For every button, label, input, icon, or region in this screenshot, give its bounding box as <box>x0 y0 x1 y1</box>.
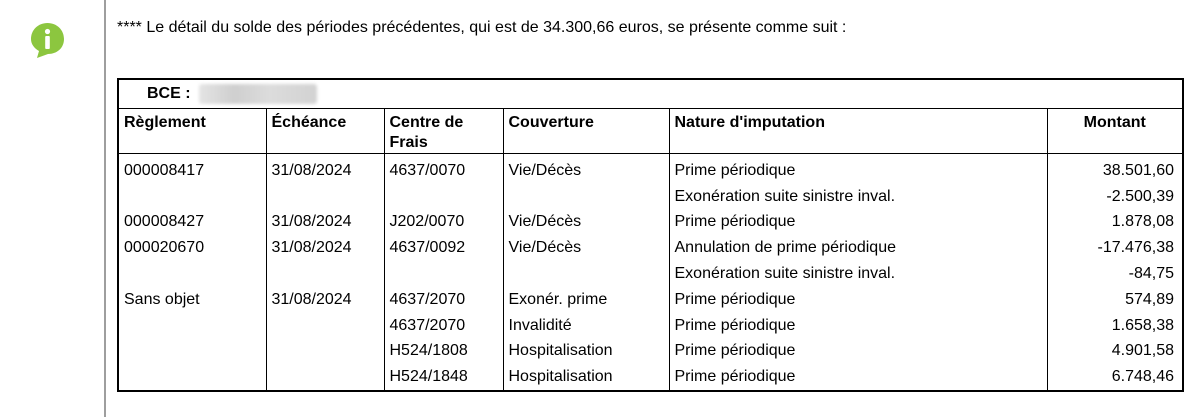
couverture-cell: Invalidité <box>503 313 669 339</box>
detail-table <box>119 109 1182 390</box>
reglement-cell <box>119 313 266 339</box>
echeance-cell: 31/08/2024 <box>266 287 384 313</box>
table-row <box>119 184 1182 210</box>
balance-detail-table <box>117 78 1184 392</box>
echeance-cell <box>266 313 384 339</box>
bce-row <box>119 80 1182 109</box>
reglement-cell <box>119 364 266 390</box>
montant-cell: 6.748,46 <box>1111 368 1174 386</box>
centre-de-frais-cell: J202/0070 <box>384 210 503 236</box>
info-icon <box>29 21 66 59</box>
header-centre-de-frais: Centre de Frais <box>384 109 503 154</box>
reglement-cell <box>119 184 266 210</box>
couverture-cell <box>503 261 669 287</box>
montant-cell: -2.500,39 <box>1106 187 1174 205</box>
couverture-cell: Exonér. prime <box>503 287 669 313</box>
reglement-cell: 000020670 <box>119 235 266 261</box>
left-margin-rule <box>104 0 106 417</box>
centre-de-frais-cell: 4637/2070 <box>384 287 503 313</box>
couverture-cell: Hospitalisation <box>503 364 669 390</box>
montant-cell: -17.476,38 <box>1097 239 1174 257</box>
header-reglement: Règlement <box>119 109 266 154</box>
montant-cell: 574,89 <box>1125 290 1174 308</box>
table-header-row <box>119 109 1182 154</box>
centre-de-frais-cell: H524/1848 <box>384 364 503 390</box>
echeance-cell: 31/08/2024 <box>266 154 384 184</box>
nature-imputation-cell: Prime périodique <box>669 313 1047 339</box>
couverture-cell: Vie/Décès <box>503 210 669 236</box>
table-row <box>119 210 1182 236</box>
nature-imputation-cell: Prime périodique <box>669 364 1047 390</box>
couverture-cell <box>503 184 669 210</box>
header-montant: Montant <box>1047 109 1182 154</box>
centre-de-frais-cell: H524/1808 <box>384 339 503 365</box>
nature-imputation-cell: Prime périodique <box>669 210 1047 236</box>
reglement-cell: Sans objet <box>119 287 266 313</box>
bce-redacted-value <box>199 84 317 104</box>
nature-imputation-cell: Annulation de prime périodique <box>669 235 1047 261</box>
header-nature-imputation: Nature d'imputation <box>669 109 1047 154</box>
montant-cell: 1.658,38 <box>1111 316 1174 334</box>
table-row <box>119 364 1182 390</box>
nature-imputation-cell: Prime périodique <box>669 287 1047 313</box>
centre-de-frais-cell: 4637/0092 <box>384 235 503 261</box>
intro-text: **** Le détail du solde des périodes précédentes, qui est de 34.300,66 euros, se présente comme suit : <box>117 19 847 36</box>
centre-de-frais-cell: 4637/2070 <box>384 313 503 339</box>
header-couverture: Couverture <box>503 109 669 154</box>
header-echeance: Échéance <box>266 109 384 154</box>
couverture-cell: Vie/Décès <box>503 154 669 184</box>
table-row <box>119 313 1182 339</box>
montant-cell: 38.501,60 <box>1102 161 1174 179</box>
reglement-cell: 000008427 <box>119 210 266 236</box>
table-row <box>119 154 1182 184</box>
reglement-cell <box>119 339 266 365</box>
centre-de-frais-cell <box>384 261 503 287</box>
montant-cell: -84,75 <box>1128 265 1174 283</box>
montant-cell: 1.878,08 <box>1111 213 1174 231</box>
bce-label: BCE : <box>147 85 191 102</box>
echeance-cell: 31/08/2024 <box>266 210 384 236</box>
couverture-cell: Vie/Décès <box>503 235 669 261</box>
nature-imputation-cell: Exonération suite sinistre inval. <box>669 184 1047 210</box>
echeance-cell <box>266 184 384 210</box>
echeance-cell <box>266 261 384 287</box>
couverture-cell: Hospitalisation <box>503 339 669 365</box>
centre-de-frais-cell: 4637/0070 <box>384 154 503 184</box>
nature-imputation-cell: Prime périodique <box>669 339 1047 365</box>
reglement-cell: 000008417 <box>119 154 266 184</box>
nature-imputation-cell: Prime périodique <box>669 154 1047 184</box>
table-row <box>119 287 1182 313</box>
table-row <box>119 235 1182 261</box>
echeance-cell <box>266 339 384 365</box>
montant-cell: 4.901,58 <box>1111 342 1174 360</box>
echeance-cell: 31/08/2024 <box>266 235 384 261</box>
reglement-cell <box>119 261 266 287</box>
nature-imputation-cell: Exonération suite sinistre inval. <box>669 261 1047 287</box>
table-row <box>119 339 1182 365</box>
table-row <box>119 261 1182 287</box>
echeance-cell <box>266 364 384 390</box>
centre-de-frais-cell <box>384 184 503 210</box>
